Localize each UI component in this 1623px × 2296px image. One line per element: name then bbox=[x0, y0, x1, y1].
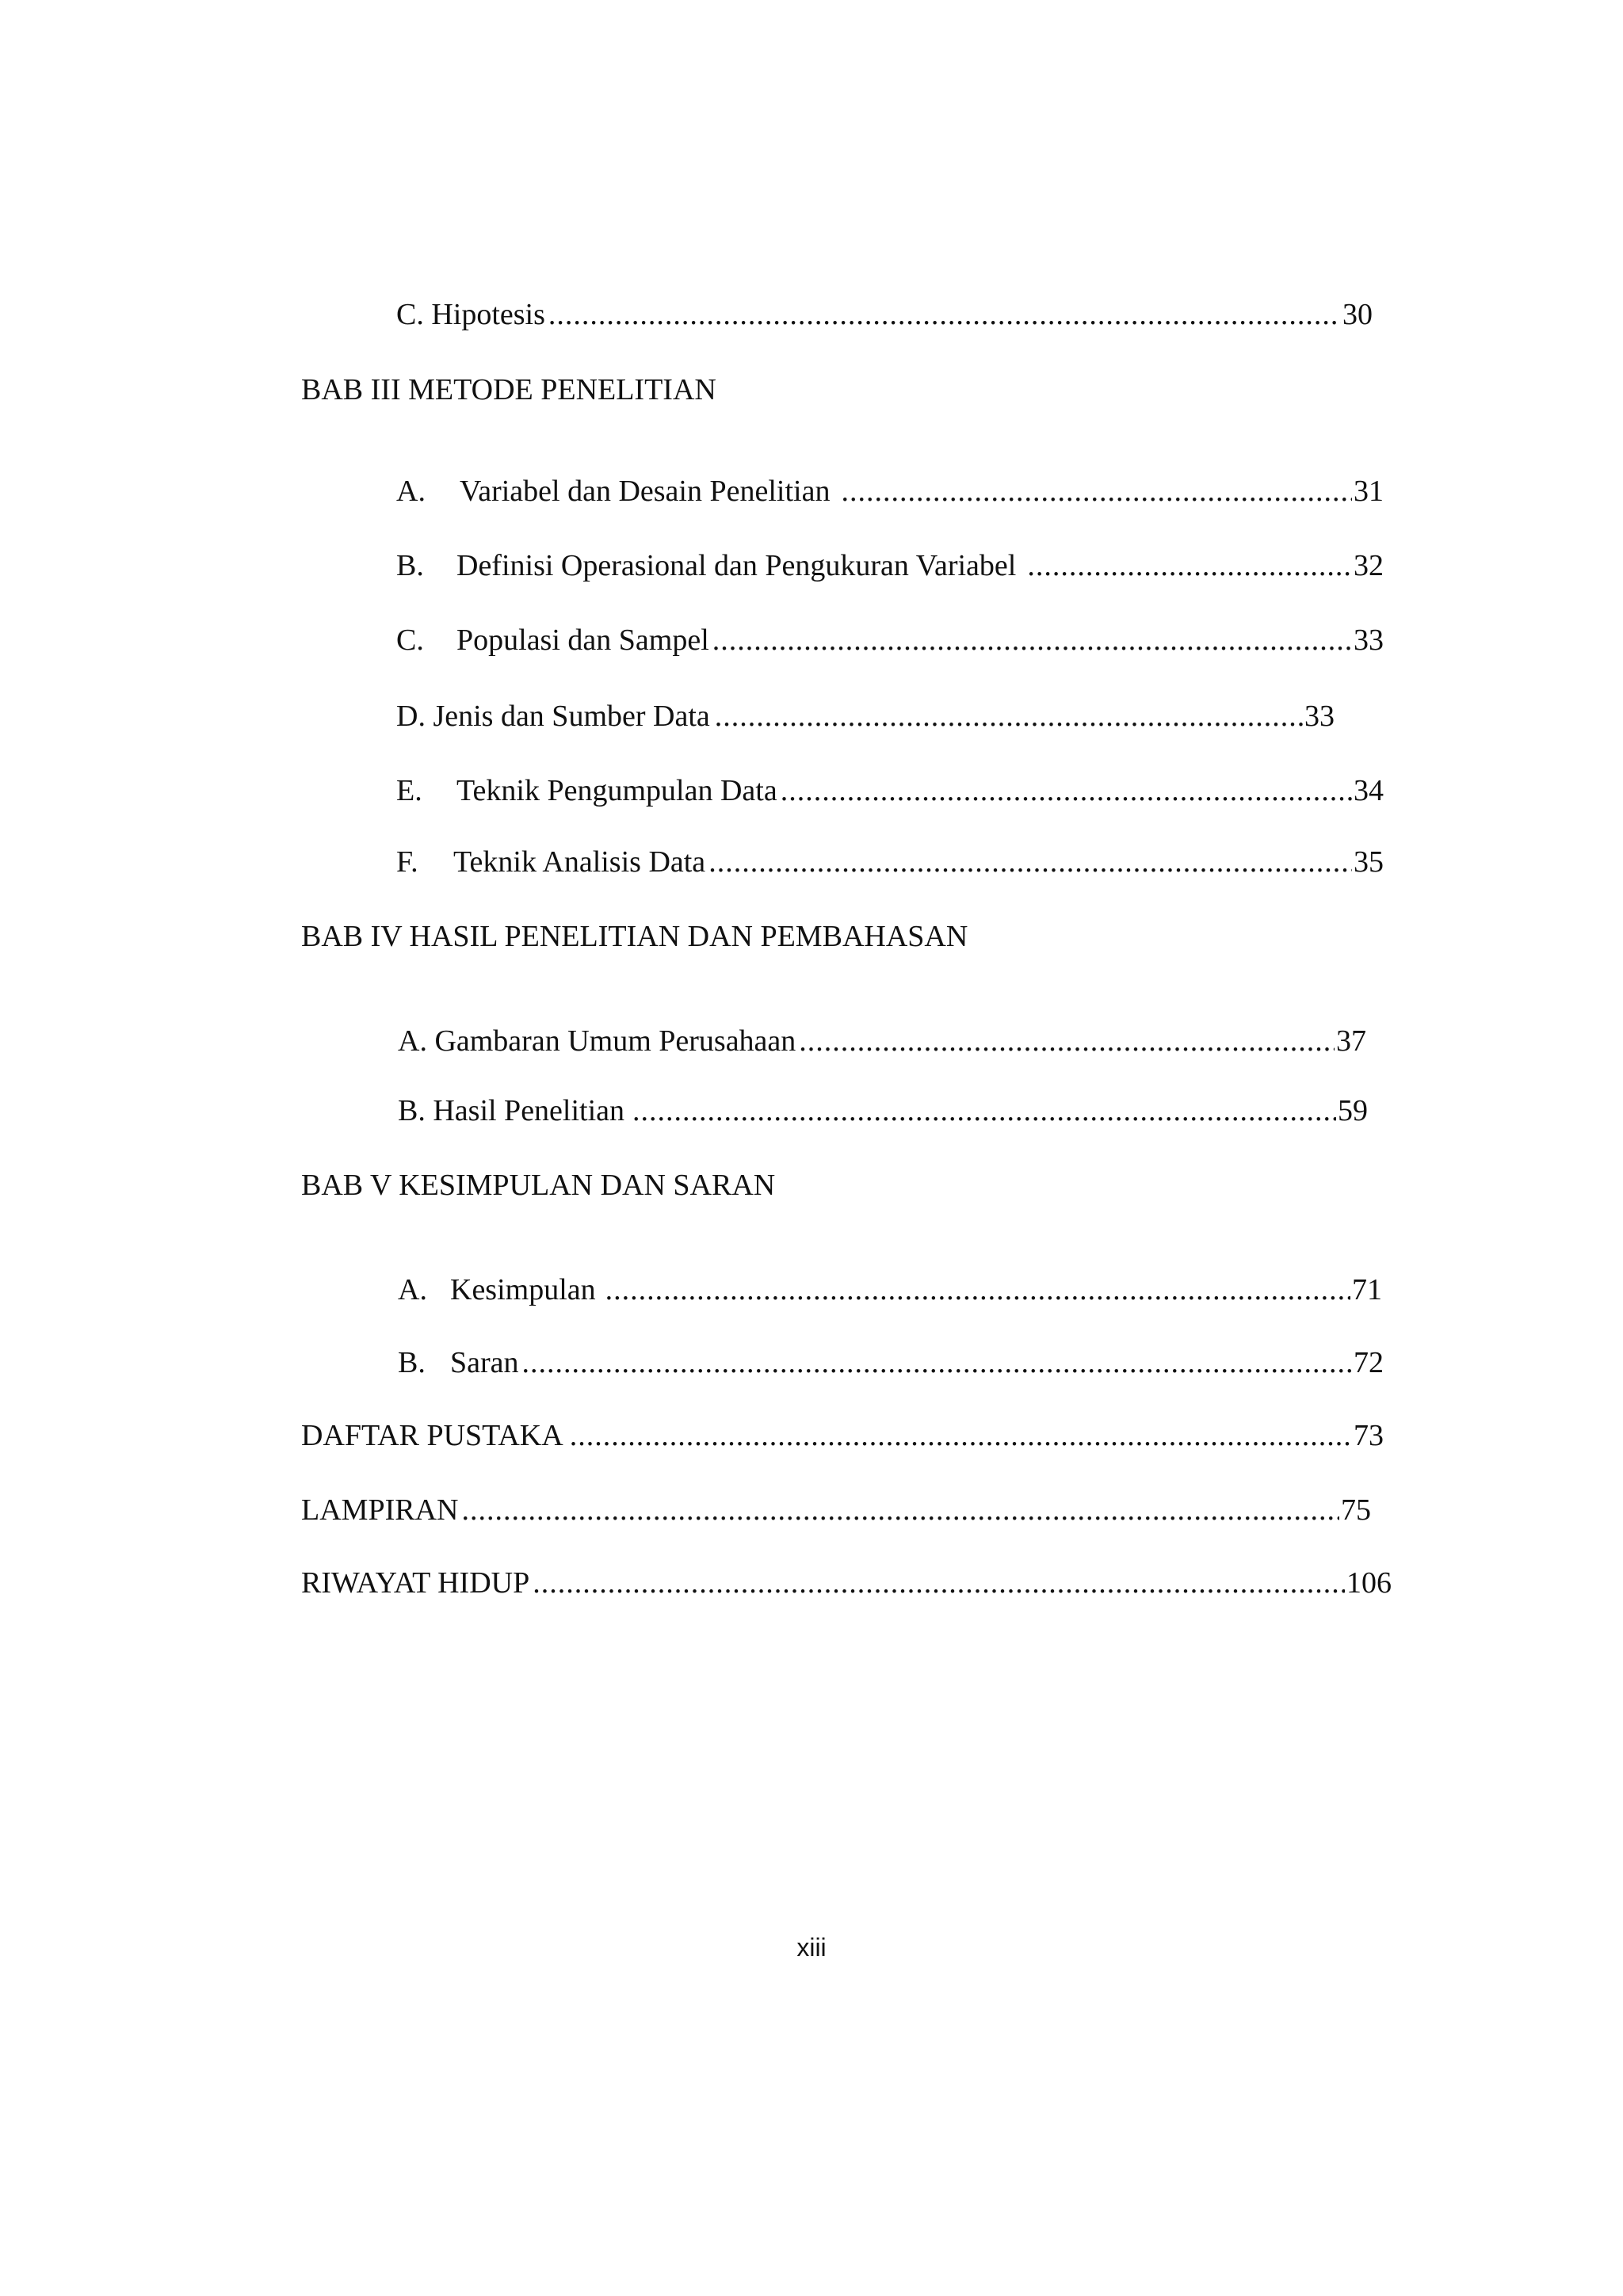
toc-entry-label bbox=[396, 845, 705, 879]
toc-entry-populasi bbox=[396, 623, 1384, 658]
toc-entry-marker: B. bbox=[398, 1346, 426, 1379]
toc-page-number: 31 bbox=[1354, 475, 1384, 508]
dot-leader bbox=[605, 1272, 1350, 1307]
dot-leader bbox=[799, 1024, 1335, 1058]
toc-entry-teknik-analisis bbox=[396, 845, 1384, 879]
toc-page-number: 33 bbox=[1354, 624, 1384, 657]
toc-entry-daftar-pustaka bbox=[301, 1418, 1384, 1453]
toc-page-number: 75 bbox=[1341, 1493, 1371, 1527]
toc-entry-hipotesis bbox=[396, 297, 1373, 332]
toc-entry-jenis-sumber-data bbox=[396, 699, 1335, 734]
toc-page-number: 34 bbox=[1354, 774, 1384, 807]
dot-leader bbox=[715, 699, 1303, 734]
toc-entry-label bbox=[396, 474, 830, 509]
toc-page-number: 33 bbox=[1304, 700, 1335, 733]
toc-page-number: 106 bbox=[1346, 1566, 1392, 1600]
toc-page-number: 73 bbox=[1354, 1419, 1384, 1452]
dot-leader bbox=[841, 474, 1352, 509]
toc-entry-marker: C. bbox=[396, 624, 424, 657]
toc-entry-definisi bbox=[396, 548, 1384, 583]
dot-leader bbox=[632, 1093, 1336, 1128]
toc-entry-text: Populasi dan Sampel bbox=[456, 624, 709, 657]
toc-entry-saran bbox=[398, 1345, 1384, 1380]
toc-entry-marker: E. bbox=[396, 774, 422, 807]
toc-entry-variabel bbox=[396, 474, 1384, 509]
toc-page-number: 59 bbox=[1338, 1094, 1368, 1127]
chapter-heading-bab-5: BAB V KESIMPULAN DAN SARAN bbox=[301, 1169, 776, 1202]
page-number-footer: xiii bbox=[796, 1933, 827, 1962]
dot-leader bbox=[522, 1345, 1352, 1380]
toc-entry-label bbox=[396, 548, 1016, 583]
toc-entry-label bbox=[396, 623, 709, 658]
toc-entry-text: Saran bbox=[450, 1346, 519, 1379]
toc-entry-marker: B. bbox=[396, 549, 424, 582]
dot-leader bbox=[712, 623, 1352, 658]
toc-entry-label: LAMPIRAN bbox=[301, 1493, 459, 1527]
toc-entry-text: Teknik Pengumpulan Data bbox=[456, 774, 777, 807]
toc-page-number: 30 bbox=[1342, 298, 1373, 331]
dot-leader bbox=[548, 297, 1341, 332]
toc-entry-label bbox=[396, 773, 777, 808]
toc-entry-label: DAFTAR PUSTAKA bbox=[301, 1419, 563, 1452]
toc-page-number: 71 bbox=[1352, 1273, 1382, 1306]
toc-entry-lampiran bbox=[301, 1493, 1371, 1527]
toc-entry-teknik-pengumpulan bbox=[396, 773, 1384, 808]
toc-entry-label: B. Hasil Penelitian bbox=[398, 1094, 625, 1127]
toc-page-number: 35 bbox=[1354, 845, 1384, 879]
toc-entry-label bbox=[398, 1272, 596, 1307]
toc-page-number: 37 bbox=[1336, 1024, 1366, 1058]
dot-leader bbox=[708, 845, 1352, 879]
chapter-heading-bab-3: BAB III METODE PENELITIAN bbox=[301, 373, 716, 406]
toc-entry-label: A. Gambaran Umum Perusahaan bbox=[398, 1024, 796, 1058]
toc-entry-marker: F. bbox=[396, 845, 418, 879]
toc-entry-marker: A. bbox=[398, 1273, 427, 1306]
toc-entry-riwayat-hidup bbox=[301, 1566, 1392, 1600]
toc-entry-gambaran-umum bbox=[398, 1024, 1366, 1058]
toc-entry-marker: A. bbox=[396, 475, 426, 508]
toc-page-number: 32 bbox=[1354, 549, 1384, 582]
dot-leader bbox=[533, 1566, 1345, 1600]
toc-entry-text: Kesimpulan bbox=[450, 1273, 596, 1306]
toc-entry-text: Variabel dan Desain Penelitian bbox=[460, 475, 831, 508]
toc-entry-kesimpulan bbox=[398, 1272, 1382, 1307]
toc-entry-text: Definisi Operasional dan Pengukuran Variabel bbox=[456, 549, 1017, 582]
dot-leader bbox=[1027, 548, 1352, 583]
toc-entry-label: D. Jenis dan Sumber Data bbox=[396, 700, 710, 733]
dot-leader bbox=[461, 1493, 1339, 1527]
toc-entry-label: RIWAYAT HIDUP bbox=[301, 1566, 530, 1600]
dot-leader bbox=[570, 1418, 1352, 1453]
chapter-heading-bab-4: BAB IV HASIL PENELITIAN DAN PEMBAHASAN bbox=[301, 920, 968, 953]
toc-entry-label bbox=[398, 1345, 519, 1380]
toc-entry-label: C. Hipotesis bbox=[396, 298, 545, 331]
toc-entry-text: Teknik Analisis Data bbox=[453, 845, 706, 879]
toc-entry-hasil-penelitian bbox=[398, 1093, 1368, 1128]
toc-page-number: 72 bbox=[1354, 1346, 1384, 1379]
dot-leader bbox=[781, 773, 1352, 808]
